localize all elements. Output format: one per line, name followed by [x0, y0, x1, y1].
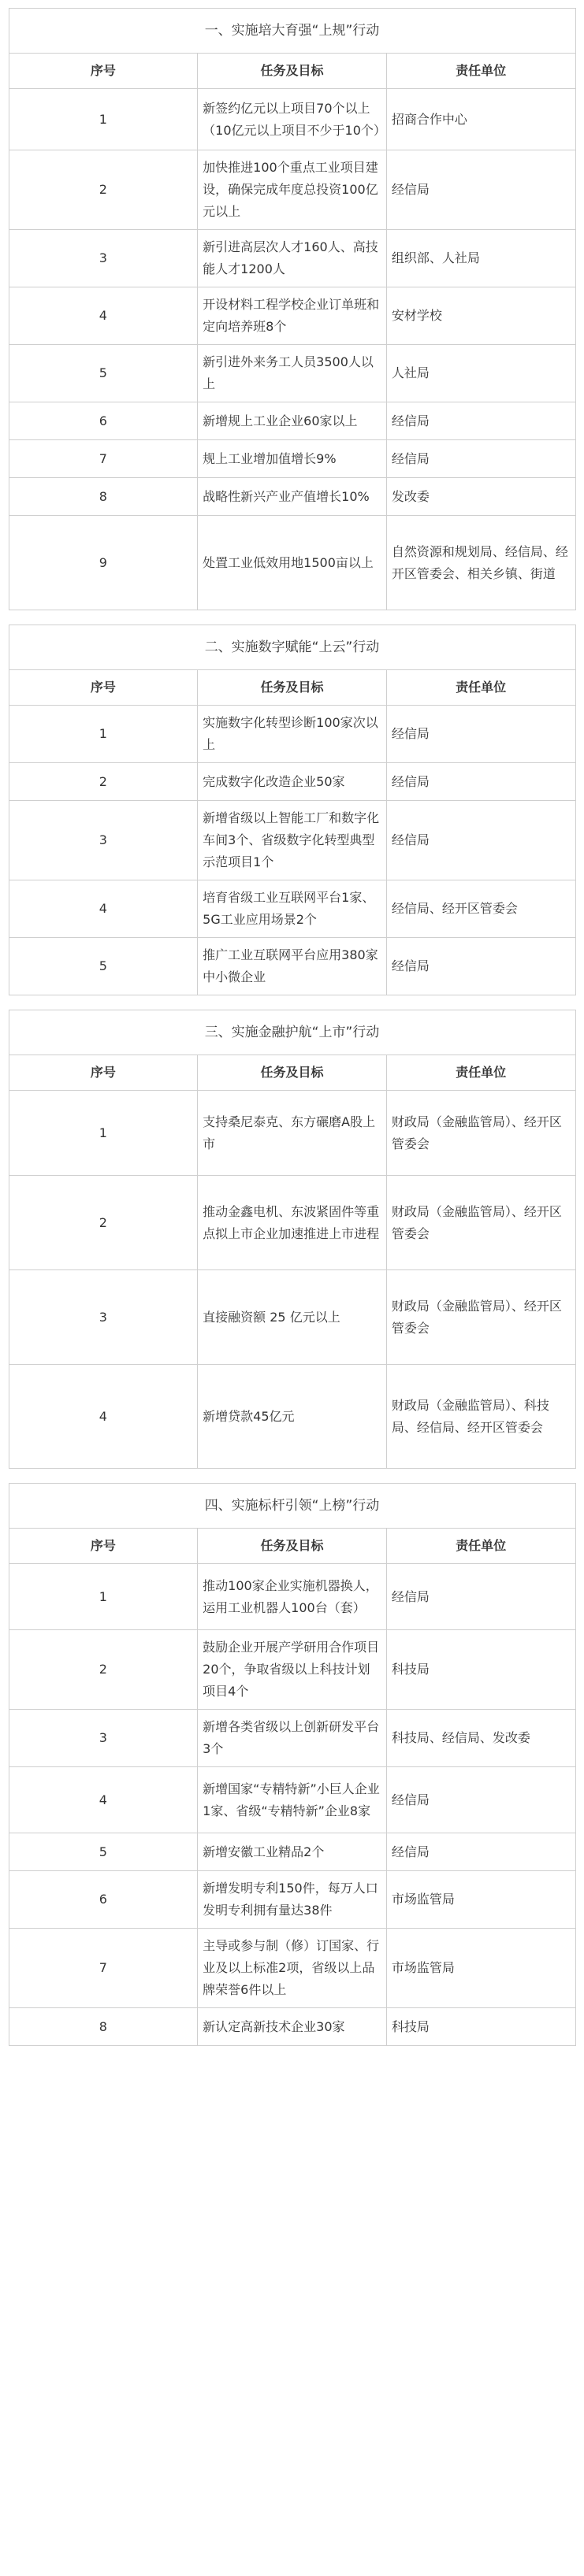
row-unit: 经信局 [386, 402, 575, 440]
table-row [9, 1929, 575, 2008]
row-seq: 2 [9, 150, 198, 230]
row-unit: 人社局 [386, 345, 575, 402]
row-seq: 4 [9, 880, 198, 938]
row-seq: 5 [9, 1833, 198, 1871]
header-task: 任务及目标 [198, 670, 387, 706]
section-title: 四、实施标杆引领“上榜”行动 [9, 1484, 575, 1529]
table-row [9, 345, 575, 402]
row-seq: 7 [9, 1929, 198, 2008]
header-unit: 责任单位 [386, 54, 575, 89]
row-task: 新引进外来务工人员3500人以上 [198, 345, 387, 402]
header-seq: 序号 [9, 670, 198, 706]
row-task: 鼓励企业开展产学研用合作项目20个，争取省级以上科技计划项目4个 [198, 1630, 387, 1710]
row-unit: 科技局、经信局、发改委 [386, 1710, 575, 1767]
row-unit: 招商合作中心 [386, 89, 575, 150]
header-unit: 责任单位 [386, 670, 575, 706]
row-seq: 1 [9, 89, 198, 150]
row-task: 新增贷款45亿元 [198, 1365, 387, 1469]
row-seq: 4 [9, 1767, 198, 1833]
row-seq: 5 [9, 938, 198, 995]
row-seq: 8 [9, 2008, 198, 2046]
row-task: 新增规上工业企业60家以上 [198, 402, 387, 440]
row-unit: 经信局 [386, 150, 575, 230]
row-task: 处置工业低效用地1500亩以上 [198, 516, 387, 610]
table-row [9, 763, 575, 801]
table-row [9, 230, 575, 287]
row-seq: 3 [9, 1710, 198, 1767]
table-row [9, 1270, 575, 1365]
document [9, 0, 576, 2054]
header-row [9, 1055, 575, 1091]
row-unit: 市场监管局 [386, 1929, 575, 2008]
row-seq: 2 [9, 1630, 198, 1710]
table-row [9, 1564, 575, 1630]
row-unit: 经信局 [386, 706, 575, 763]
section-title: 一、实施培大育强“上规”行动 [9, 9, 575, 54]
row-task: 新增各类省级以上创新研发平台3个 [198, 1710, 387, 1767]
header-task: 任务及目标 [198, 54, 387, 89]
row-seq: 9 [9, 516, 198, 610]
row-unit: 科技局 [386, 1630, 575, 1710]
header-task: 任务及目标 [198, 1529, 387, 1564]
row-seq: 1 [9, 1564, 198, 1630]
table-row [9, 1833, 575, 1871]
row-task: 新签约亿元以上项目70个以上（10亿元以上项目不少于10个） [198, 89, 387, 150]
table-row [9, 150, 575, 230]
table-row [9, 402, 575, 440]
row-unit: 科技局 [386, 2008, 575, 2046]
row-task: 新增省级以上智能工厂和数字化车间3个、省级数字化转型典型示范项目1个 [198, 801, 387, 880]
row-task: 主导或参与制（修）订国家、行业及以上标准2项，省级以上品牌荣誉6件以上 [198, 1929, 387, 2008]
row-unit: 经信局 [386, 801, 575, 880]
row-unit: 经信局 [386, 1564, 575, 1630]
row-task: 战略性新兴产业产值增长10% [198, 478, 387, 516]
table-row [9, 706, 575, 763]
row-task: 推动100家企业实施机器换人，运用工业机器人100台（套） [198, 1564, 387, 1630]
row-unit: 组织部、人社局 [386, 230, 575, 287]
row-seq: 1 [9, 706, 198, 763]
table-row [9, 1091, 575, 1176]
header-row [9, 1529, 575, 1564]
section-spacer [9, 1469, 575, 1484]
table-row [9, 801, 575, 880]
table-row [9, 1176, 575, 1270]
table-row [9, 287, 575, 345]
table-row [9, 516, 575, 610]
header-row [9, 54, 575, 89]
table-row [9, 1871, 575, 1929]
header-seq: 序号 [9, 1055, 198, 1091]
table-row [9, 880, 575, 938]
row-unit: 发改委 [386, 478, 575, 516]
row-unit: 经信局 [386, 440, 575, 478]
row-task: 加快推进100个重点工业项目建设，确保完成年度总投资100亿元以上 [198, 150, 387, 230]
row-unit: 财政局（金融监管局）、经开区管委会 [386, 1270, 575, 1365]
table-row [9, 478, 575, 516]
row-task: 新认定高新技术企业30家 [198, 2008, 387, 2046]
section-title: 二、实施数字赋能“上云”行动 [9, 625, 575, 670]
row-seq: 2 [9, 1176, 198, 1270]
row-seq: 3 [9, 801, 198, 880]
row-task: 新增安徽工业精品2个 [198, 1833, 387, 1871]
row-seq: 3 [9, 230, 198, 287]
row-unit: 自然资源和规划局、经信局、经开区管委会、相关乡镇、街道 [386, 516, 575, 610]
row-unit: 财政局（金融监管局）、经开区管委会 [386, 1091, 575, 1176]
table-row [9, 938, 575, 995]
row-task: 直接融资额 25 亿元以上 [198, 1270, 387, 1365]
row-task: 推广工业互联网平台应用380家中小微企业 [198, 938, 387, 995]
section-title-row [9, 9, 575, 54]
header-seq: 序号 [9, 54, 198, 89]
header-task: 任务及目标 [198, 1055, 387, 1091]
row-unit: 经信局 [386, 1833, 575, 1871]
section-spacer [9, 610, 575, 625]
table-row [9, 1710, 575, 1767]
row-seq: 5 [9, 345, 198, 402]
section-title-row [9, 1484, 575, 1529]
table-row [9, 440, 575, 478]
row-task: 推动金鑫电机、东波紧固件等重点拟上市企业加速推进上市进程 [198, 1176, 387, 1270]
section-title-row [9, 625, 575, 670]
header-seq: 序号 [9, 1529, 198, 1564]
row-seq: 2 [9, 763, 198, 801]
row-seq: 8 [9, 478, 198, 516]
row-seq: 1 [9, 1091, 198, 1176]
row-unit: 经信局 [386, 763, 575, 801]
row-task: 新增发明专利150件，每万人口发明专利拥有量达38件 [198, 1871, 387, 1929]
header-row [9, 670, 575, 706]
row-task: 实施数字化转型诊断100家次以上 [198, 706, 387, 763]
row-unit: 经信局 [386, 938, 575, 995]
header-unit: 责任单位 [386, 1055, 575, 1091]
row-unit: 安材学校 [386, 287, 575, 345]
row-unit: 市场监管局 [386, 1871, 575, 1929]
row-task: 支持桑尼泰克、东方碾磨A股上市 [198, 1091, 387, 1176]
row-unit: 财政局（金融监管局）、科技局、经信局、经开区管委会 [386, 1365, 575, 1469]
row-seq: 6 [9, 402, 198, 440]
task-table [9, 8, 576, 2046]
row-unit: 经信局 [386, 1767, 575, 1833]
row-task: 新引进高层次人才160人、高技能人才1200人 [198, 230, 387, 287]
table-row [9, 2008, 575, 2046]
table-row [9, 1630, 575, 1710]
section-title-row [9, 1010, 575, 1055]
header-unit: 责任单位 [386, 1529, 575, 1564]
row-unit: 经信局、经开区管委会 [386, 880, 575, 938]
row-task: 规上工业增加值增长9% [198, 440, 387, 478]
row-unit: 财政局（金融监管局）、经开区管委会 [386, 1176, 575, 1270]
row-task: 完成数字化改造企业50家 [198, 763, 387, 801]
row-task: 开设材料工程学校企业订单班和定向培养班8个 [198, 287, 387, 345]
table-row [9, 89, 575, 150]
row-task: 培育省级工业互联网平台1家、5G工业应用场景2个 [198, 880, 387, 938]
row-seq: 3 [9, 1270, 198, 1365]
row-seq: 4 [9, 287, 198, 345]
table-row [9, 1365, 575, 1469]
row-seq: 4 [9, 1365, 198, 1469]
row-seq: 7 [9, 440, 198, 478]
section-title: 三、实施金融护航“上市”行动 [9, 1010, 575, 1055]
table-row [9, 1767, 575, 1833]
row-seq: 6 [9, 1871, 198, 1929]
row-task: 新增国家“专精特新”小巨人企业1家、省级“专精特新”企业8家 [198, 1767, 387, 1833]
section-spacer [9, 995, 575, 1010]
